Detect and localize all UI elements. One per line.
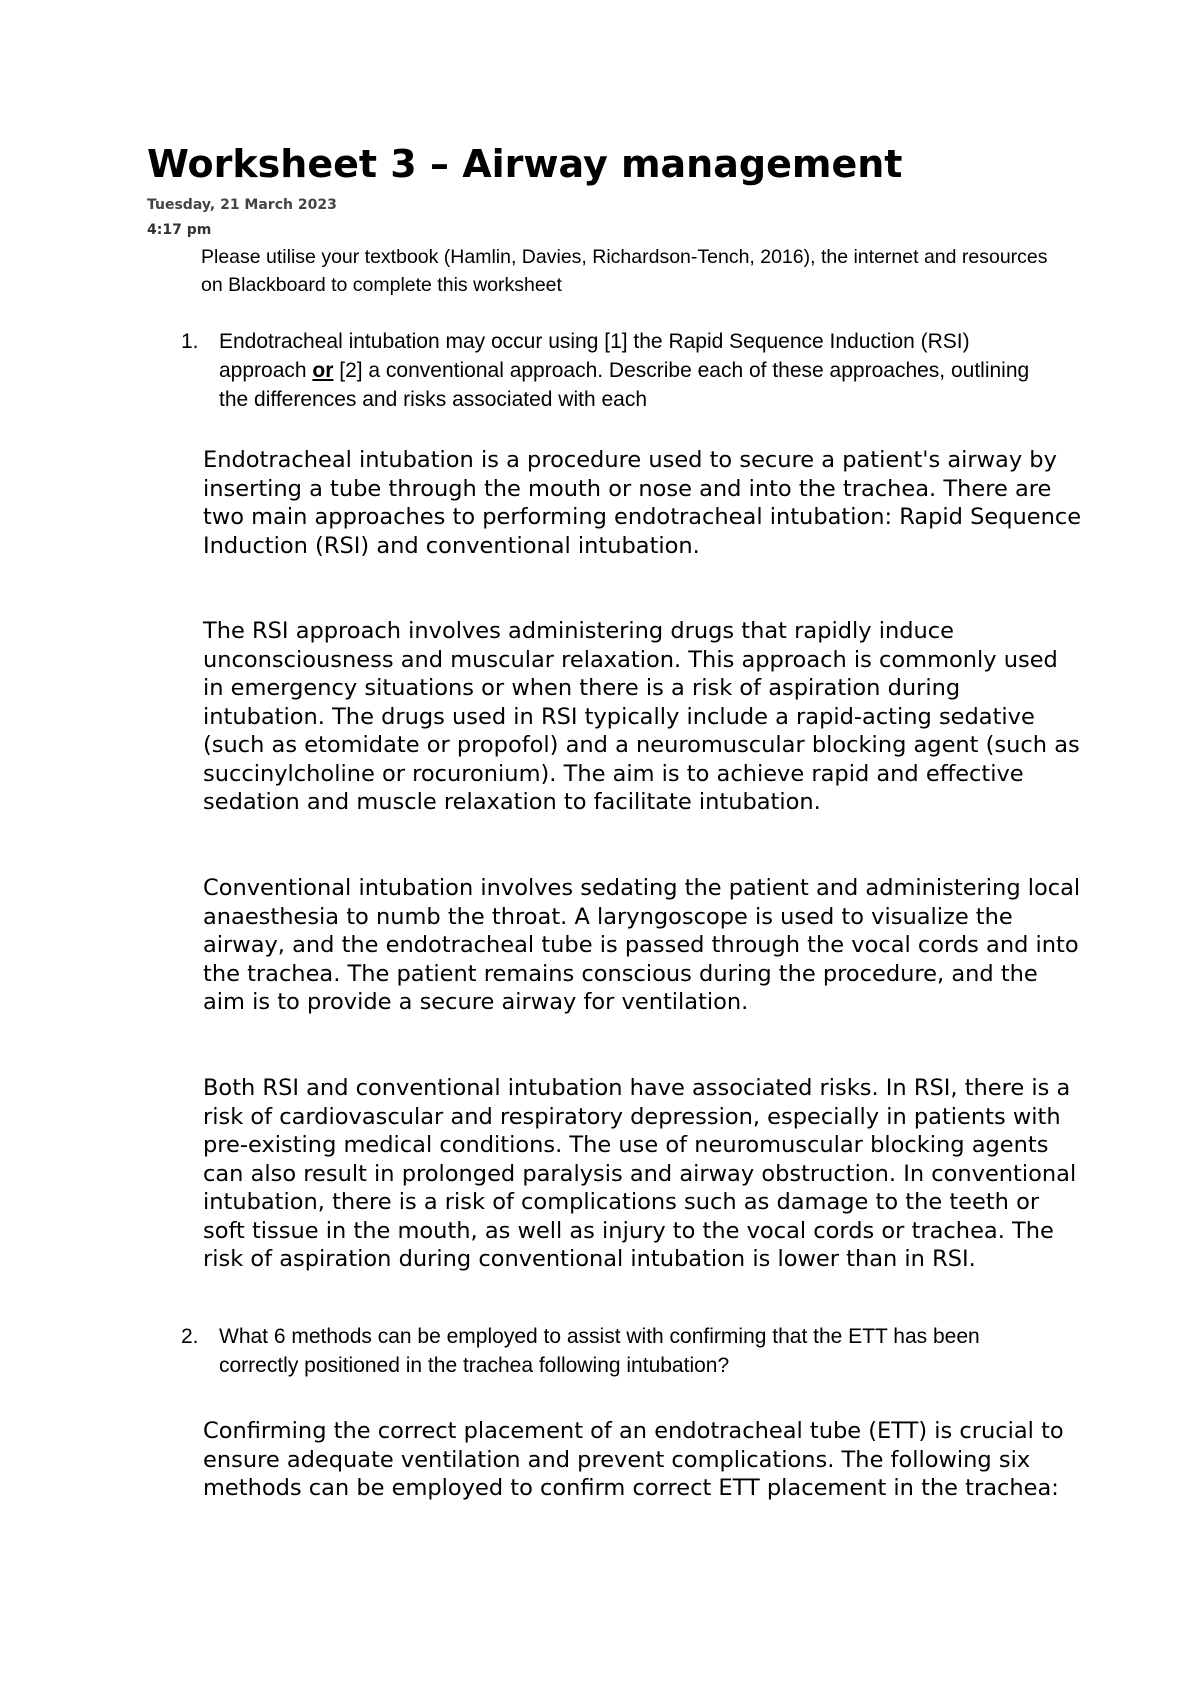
page-title: Worksheet 3 – Airway management [147, 142, 903, 186]
question-number: 1. [181, 330, 199, 353]
note-date: Tuesday, 21 March 2023 [147, 197, 337, 213]
question-text-part: [2] a conventional approach. Describe each of these approaches, outlining the differences and risks associated with each [219, 359, 1030, 411]
question-text: What 6 methods can be employed to assist with confirming that the ETT has been correctly positioned in the trachea following intubation? [219, 1325, 980, 1377]
question-text [219, 327, 1061, 414]
question-1 [181, 327, 1061, 414]
note-time: 4:17 pm [147, 222, 212, 238]
question-number: 2. [181, 1325, 199, 1348]
answer-paragraph: Both RSI and conventional intubation have associated risks. In RSI, there is a risk of cardiovascular and respiratory depression, especially in patients with pre-existing medical conditions. The use of neuromuscular blocking agents can also result in prolonged paralysis and airway obstruction. In conventional intubation, there is a risk of complications such as damage to the teeth or soft tissue in the mouth, as well as injury to the vocal cords or trachea. The risk of aspiration during conventional intubation is lower than in RSI. [203, 1075, 1077, 1272]
answer-paragraph: The RSI approach involves administering drugs that rapidly induce unconsciousness and muscular relaxation. This approach is commonly used in emergency situations or when there is a risk of aspiration during intubation. The drugs used in RSI typically include a rapid-acting sedative (such as etomidate or propofol) and a neuromuscular blocking agent (such as succinylcholine or rocuronium). The aim is to achieve rapid and effective sedation and muscle relaxation to facilitate intubation. [203, 618, 1080, 815]
question-text-part: Endotracheal intubation may occur using [1] the Rapid Sequence Induction (RSI) approach [219, 330, 970, 382]
question-2 [181, 1322, 1061, 1380]
answer-paragraph: Endotracheal intubation is a procedure used to secure a patient's airway by inserting a tube through the mouth or nose and into the trachea. There are two main approaches to performing endotracheal intubation: Rapid Sequence Induction (RSI) and conventional intubation. [203, 447, 1082, 559]
answer-paragraph: Confirming the correct placement of an endotracheal tube (ETT) is crucial to ensure adequate ventilation and prevent complications. The following six methods can be employed to confirm correct ETT placement in the trachea: [203, 1418, 1064, 1501]
intro-text: Please utilise your textbook (Hamlin, Davies, Richardson-Tench, 2016), the internet and resources on Blackboard to complete this worksheet [201, 246, 1048, 296]
answer-paragraph: Conventional intubation involves sedating the patient and administering local anaesthesia to numb the throat. A laryngoscope is used to visualize the airway, and the endotracheal tube is passed through the vocal cords and into the trachea. The patient remains conscious during the procedure, and the aim is to provide a secure airway for ventilation. [203, 875, 1081, 1015]
emphasis-or: or [312, 359, 334, 382]
